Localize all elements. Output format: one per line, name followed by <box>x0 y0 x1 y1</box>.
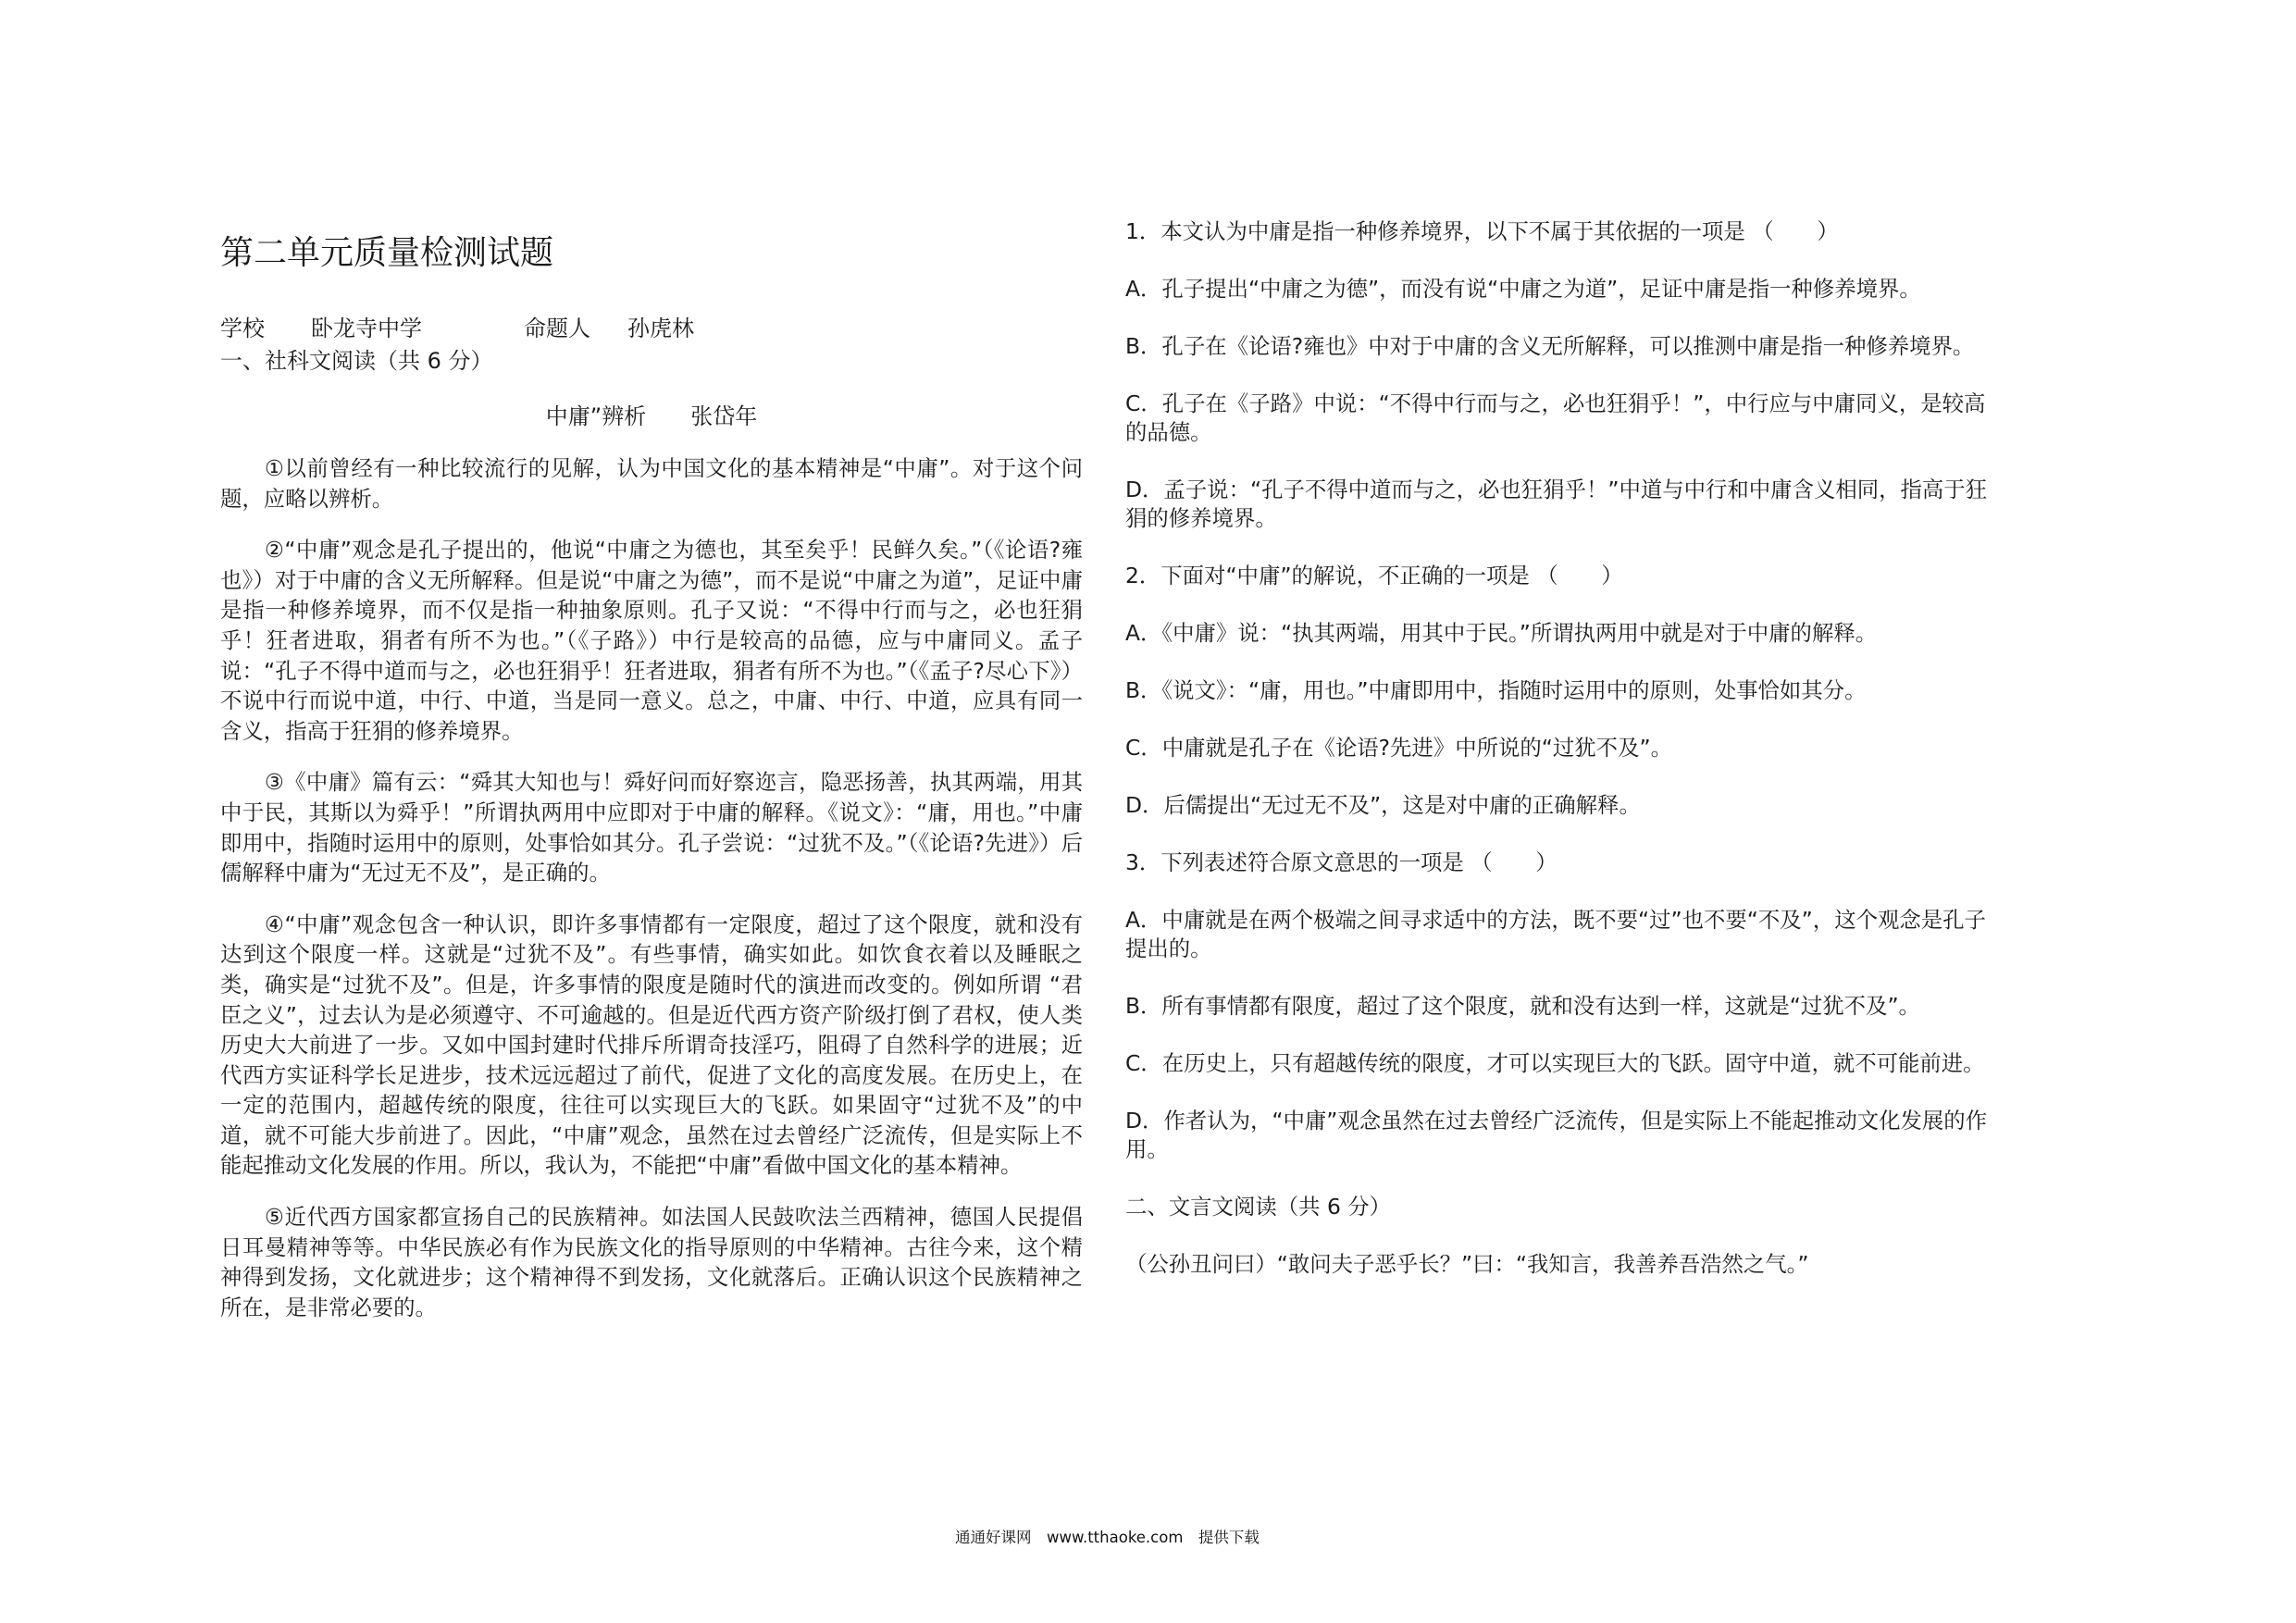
exam-meta <box>220 310 694 342</box>
article-paragraph: ②“中庸”观念是孔子提出的，他说“中庸之为德也，其至矣乎！民鲜久矣。”（《论语?雍也》）对于中庸的含义无所解释。但是说“中庸之为德”，而不是说“中庸之为道”，足证中庸是指一种修养境界，而不仅是指一种抽象原则。孔子又说：“不得中行而与之，必也狂狷乎！狂者进取，狷者有所不为也。”（《子路》）中行是较高的品德，应与中庸同义。孟子说：“孔子不得中道而与之，必也狂狷乎！狂者进取，狷者有所不为也。”（《孟子?尽心下》）不说中行而说中道，中行、中道，当是同一意义。总之，中庸、中行、中道，应具有同一含义，指高于狂狷的修养境界。 <box>220 537 1083 744</box>
answer-option: B．《说文》：“庸，用也。”中庸即用中，指随时运用中的原则，处事恰如其分。 <box>1125 677 1867 703</box>
answer-option: B．所有事情都有限度，超过了这个限度，就和没有达到一样，这就是“过犹不及”。 <box>1125 993 1920 1019</box>
answer-option: C．在历史上，只有超越传统的限度，才可以实现巨大的飞跃。固守中道，就不可能前进。 <box>1125 1050 1985 1076</box>
article-body <box>220 453 1083 1344</box>
section-heading-2: 二、文言文阅读（共 6 分） <box>1125 1194 1392 1220</box>
answer-option: D．后儒提出“无过无不及”，这是对中庸的正确解释。 <box>1125 792 1641 818</box>
section-heading-1: 一、社科文阅读（共 6 分） <box>220 348 493 374</box>
answer-option: B．孔子在《论语?雍也》中对于中庸的含义无所解释，可以推测中庸是指一种修养境界。 <box>1125 333 1975 359</box>
answer-option: C．孔子在《子路》中说：“不得中行而与之，必也狂狷乎！”，中行应与中庸同义，是较高的品德。 <box>1125 390 1986 445</box>
article-paragraph: ③《中庸》篇有云：“舜其大知也与！舜好问而好察迩言，隐恶扬善，执其两端，用其中于民，其斯以为舜乎！”所谓执两用中应即对于中庸的解释。《说文》：“庸，用也。”中庸即用中，指随时运用中的原则，处事恰如其分。孔子尝说：“过犹不及。”（《论语?先进》）后儒解释中庸为“无过无不及”，是正确的。 <box>220 769 1083 886</box>
answer-option: A．中庸就是在两个极端之间寻求适中的方法，既不要“过”也不要“不及”，这个观念是孔子提出的。 <box>1125 907 1986 961</box>
classical-text: （公孙丑问曰）“敢问夫子恶乎长？”曰：“我知言，我善养吾浩然之气。” <box>1125 1251 1809 1277</box>
answer-option: A．《中庸》说：“执其两端，用其中于民。”所谓执两用中就是对于中庸的解释。 <box>1125 620 1878 646</box>
page-title: 第二单元质量检测试题 <box>220 234 554 272</box>
author-label: 命题人 <box>524 316 590 341</box>
question-stem: 2．下面对“中庸”的解说，不正确的一项是 （ ） <box>1125 563 1623 588</box>
article-title: 中庸”辨析 张岱年 <box>545 403 758 429</box>
question-block <box>1125 217 1995 1307</box>
article-paragraph: ⑤近代西方国家都宣扬自己的民族精神。如法国人民鼓吹法兰西精神，德国人民提倡日耳曼精神等等。中华民族必有作为民族文化的指导原则的中华精神。古往今来，这个精神得到发扬，文化就进步；这个精神得不到发扬，文化就落后。正确认识这个民族精神之所在，是非常必要的。 <box>220 1204 1083 1320</box>
article-paragraph: ④“中庸”观念包含一种认识，即许多事情都有一定限度，超过了这个限度，就和没有达到这个限度一样。这就是“过犹不及”。有些事情，确实如此。如饮食衣着以及睡眠之类，确实是“过犹不及”。但是，许多事情的限度是随时代的演进而改变的。例如所谓 “君臣之义”，过去认为是必须遵守、不可逾越的。但是近代西方资产阶级打倒了君权，使人类历史大大前进了一步。又如中国封建时代排斥所谓奇技淫巧，阻碍了自然科学的进展；近代西方实证科学长足进步，技术远远超过了前代，促进了文化的高度发展。在历史上，在一定的范围内，超越传统的限度，往往可以实现巨大的飞跃。如果固守“过犹不及”的中道，就不可能大步前进了。因此，“中庸”观念，虽然在过去曾经广泛流传，但是实际上不能起推动文化发展的作用。所以，我认为，不能把“中庸”看做中国文化的基本精神。 <box>220 911 1083 1179</box>
school-label: 学校 <box>220 316 265 341</box>
question-stem: 3．下列表述符合原文意思的一项是 （ ） <box>1125 849 1558 875</box>
page-footer: 通通好课网 www.tthaoke.com 提供下载 <box>955 1529 1260 1546</box>
answer-option: C．中庸就是孔子在《论语?先进》中所说的“过犹不及”。 <box>1125 735 1672 761</box>
answer-option: A．孔子提出“中庸之为德”，而没有说“中庸之为道”，足证中庸是指一种修养境界。 <box>1125 276 1921 302</box>
author-name: 孙虎林 <box>627 316 694 341</box>
article-paragraph: ①以前曾经有一种比较流行的见解，认为中国文化的基本精神是“中庸”。对于这个问题，应略以辨析。 <box>220 455 1083 512</box>
school-name: 卧龙寺中学 <box>311 316 422 341</box>
question-stem: 1．本文认为中庸是指一种修养境界，以下不属于其依据的一项是 （ ） <box>1125 218 1839 244</box>
answer-option: D．孟子说：“孔子不得中道而与之，必也狂狷乎！”中道与中行和中庸含义相同，指高于狂狷的修养境界。 <box>1125 477 1988 531</box>
answer-option: D．作者认为，“中庸”观念虽然在过去曾经广泛流传，但是实际上不能起推动文化发展的作用。 <box>1125 1108 1988 1162</box>
